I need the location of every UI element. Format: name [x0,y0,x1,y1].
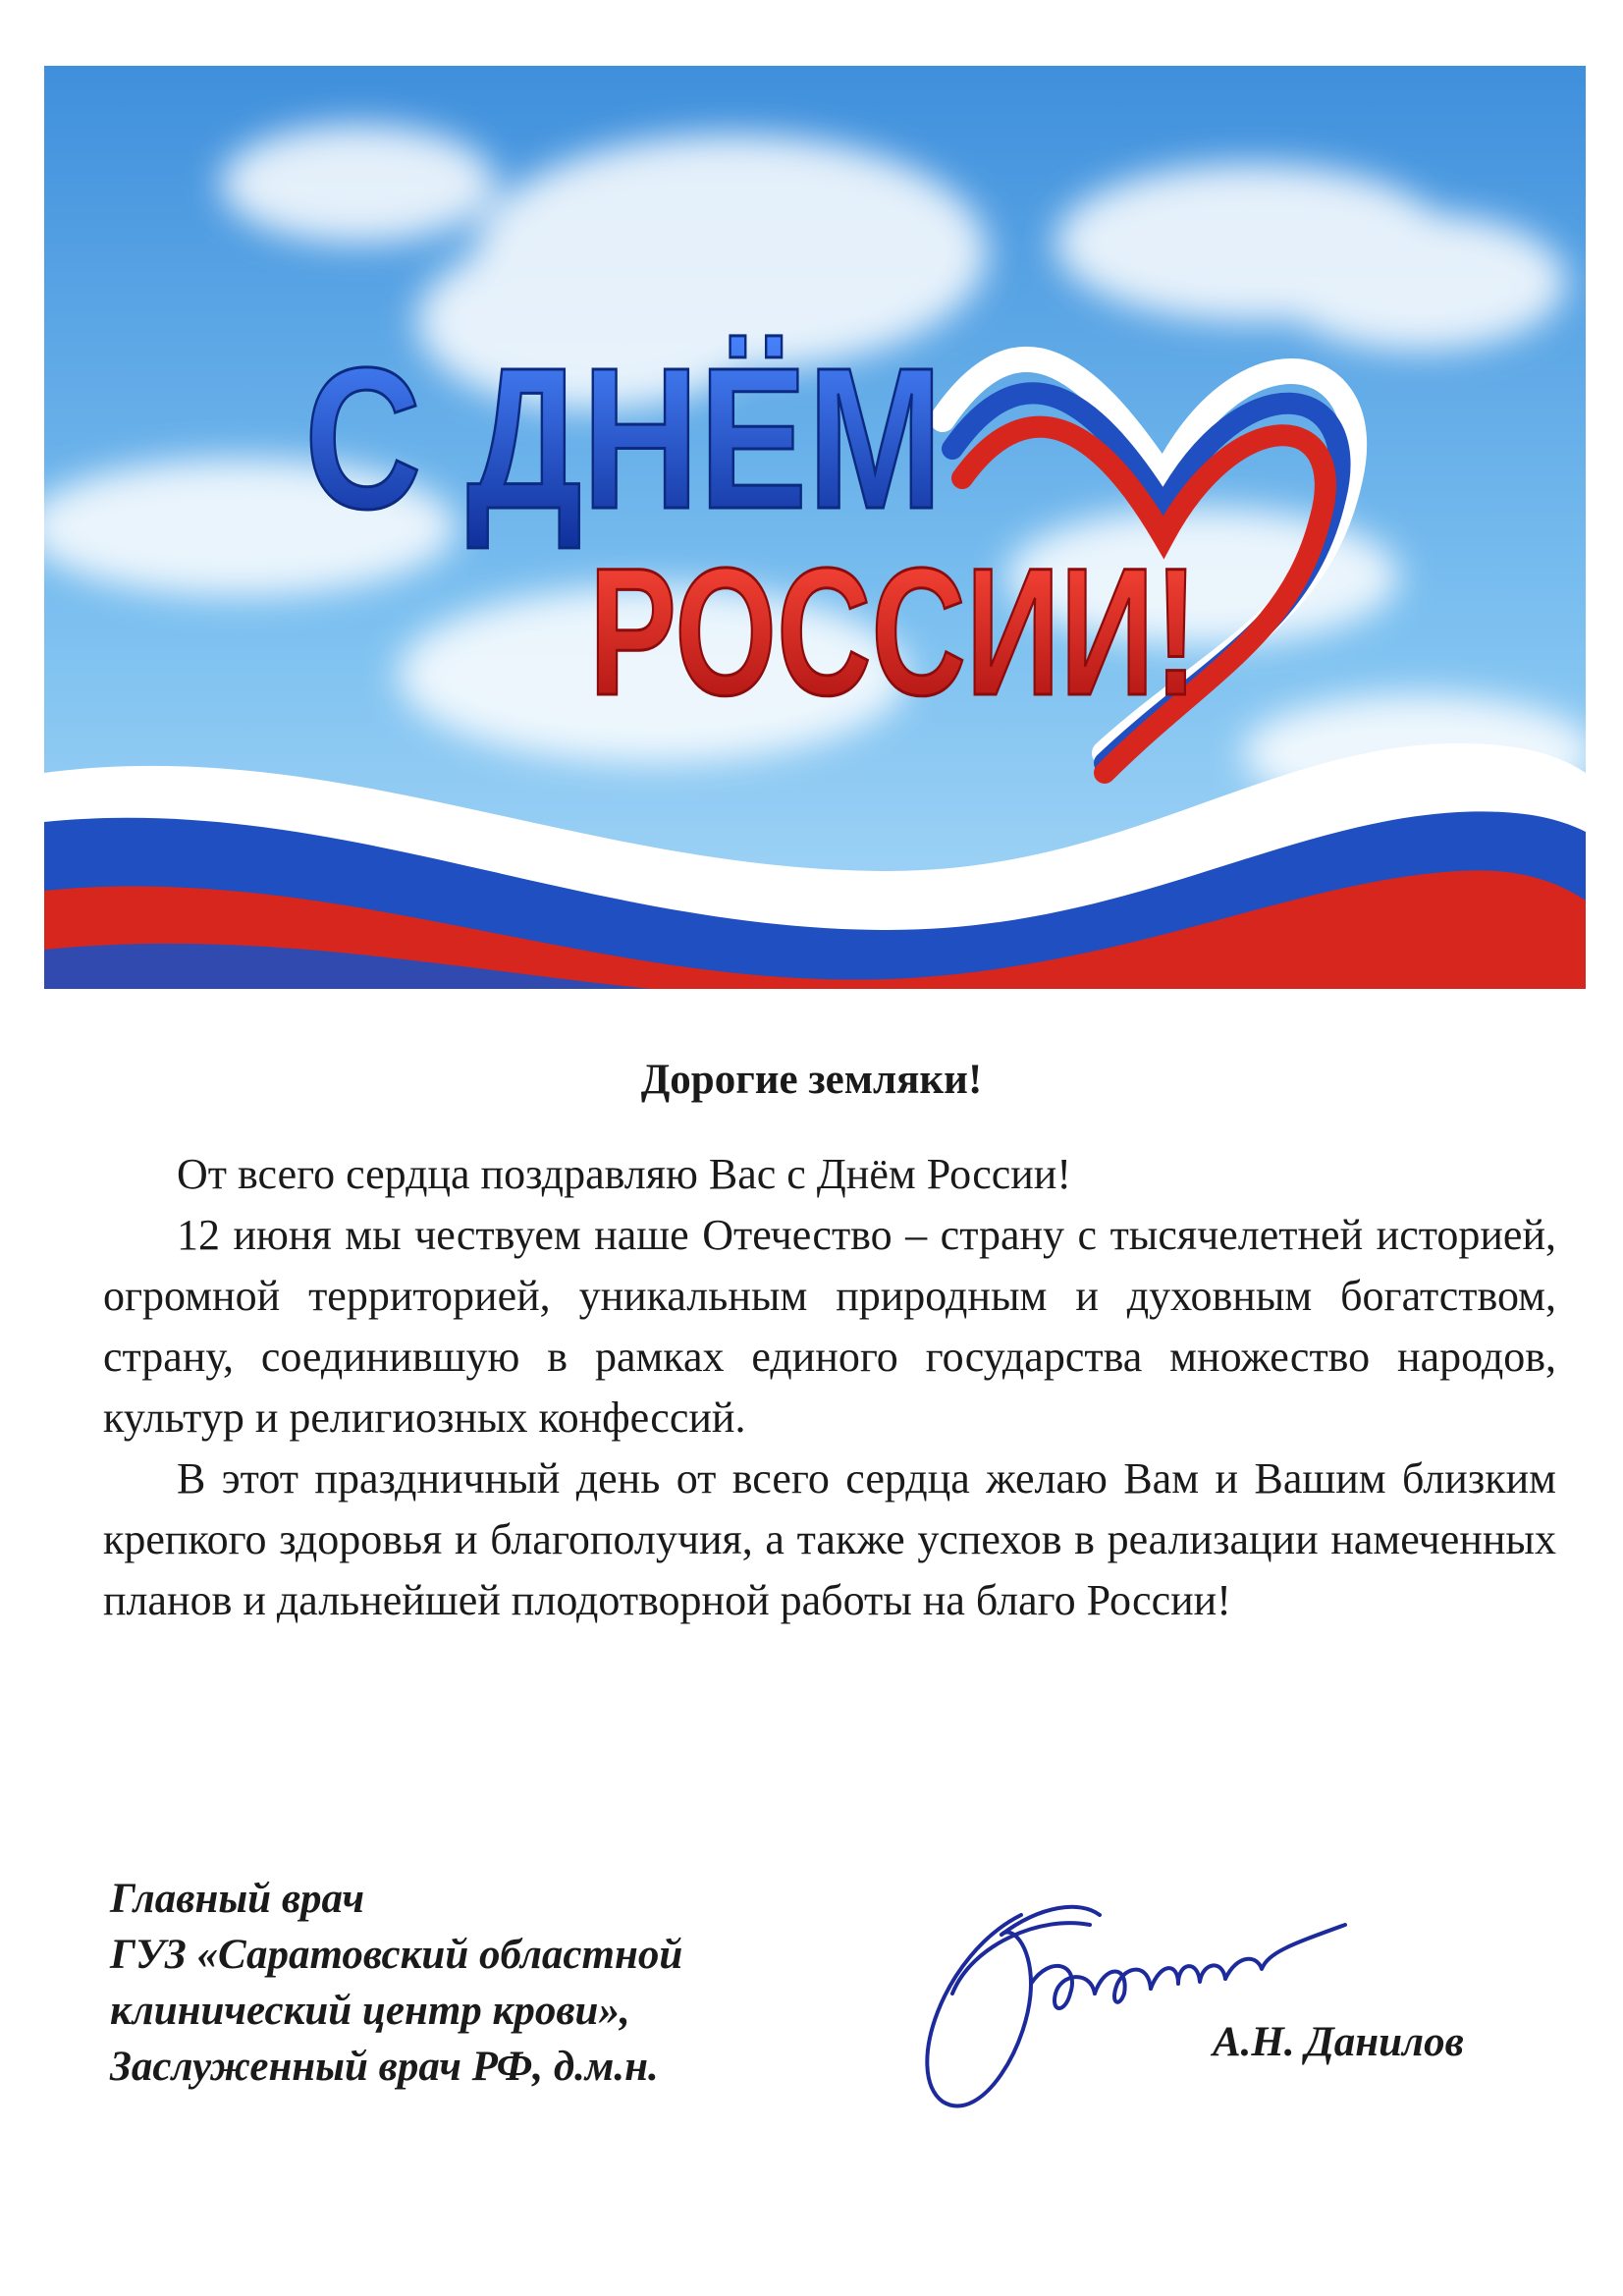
signatory-title-line: ГУЗ «Саратовский областной [110,1932,683,1978]
signatory-title-line: клинический центр крови», [110,1988,630,2034]
signatory-title-line: Главный врач [110,1876,365,1922]
banner-title-line1: С ДНЁМ [304,326,943,551]
signatory-title [110,1871,682,2095]
holiday-banner [44,66,1586,989]
paragraph: 12 июня мы чествуем наше Отечество – страну с тысячелетней историей, огромной территорией, уникальным природным и духовным богатством, страну, соединившую в рамках единого государства множество народов, культур и религиозных конфессий. [103,1211,1556,1442]
signatory-title-line: Заслуженный врач РФ, д.м.н. [110,2044,659,2090]
paragraph: От всего сердца поздравляю Вас с Днём России! [177,1150,1072,1198]
letter-body [103,1144,1556,1631]
signatory-name: А.Н. Данилов [1213,2019,1464,2065]
banner-title-line2: РОССИИ! [589,531,1198,734]
handwritten-signature [884,1846,1375,2131]
paragraph: В этот праздничный день от всего сердца желаю Вам и Вашим близким крепкого здоровья и благополучия, а также успехов в реализации намеченных планов и дальнейшей плодотворной работы на благо России! [103,1454,1556,1624]
banner-illustration [44,66,1586,989]
greeting-heading: Дорогие земляки! [640,1057,983,1103]
